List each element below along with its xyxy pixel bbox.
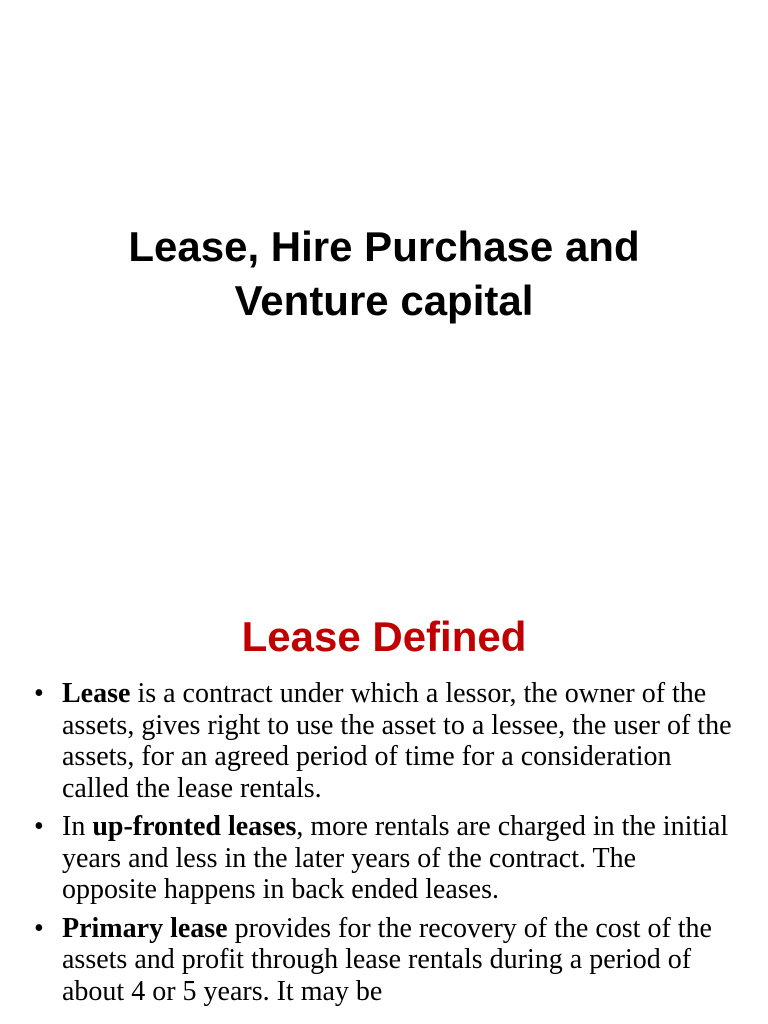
slide-title-line-1: Lease, Hire Purchase and (128, 223, 640, 270)
bullet-dot-icon: • (34, 912, 44, 944)
bullet-bold-term: Primary lease (62, 912, 228, 944)
lease-defined-slide (0, 576, 768, 1024)
bullet-item (34, 913, 734, 1008)
bullet-text: , more rentals are charged in the initial years and less in the later years of the contract. The opposite happens in back ended leases. (62, 811, 729, 905)
bullet-lead-text: In (62, 811, 93, 842)
bullet-item (34, 811, 734, 906)
slide-heading: Lease Defined (241, 613, 527, 660)
bullet-dot-icon: • (34, 678, 44, 709)
bullet-item (34, 678, 734, 804)
bullet-dot-icon: • (34, 811, 44, 842)
bullet-bold-term: Lease (62, 678, 131, 709)
bullet-bold-term: up-fronted leases (92, 811, 297, 842)
slide-title (0, 220, 768, 328)
bullet-list (34, 678, 734, 1014)
bullet-text: is a contract under which a lessor, the owner of the assets, gives right to use the asset to a lessee, the user of the assets, for an agreed period of time for a consideration called the lease rentals. (62, 678, 732, 804)
bullet-text: provides for the recovery of the cost of the assets and profit through lease rentals during a period of about 4 or 5 years. It may be (62, 912, 712, 1007)
slide-title-line-2: Venture capital (234, 277, 534, 324)
